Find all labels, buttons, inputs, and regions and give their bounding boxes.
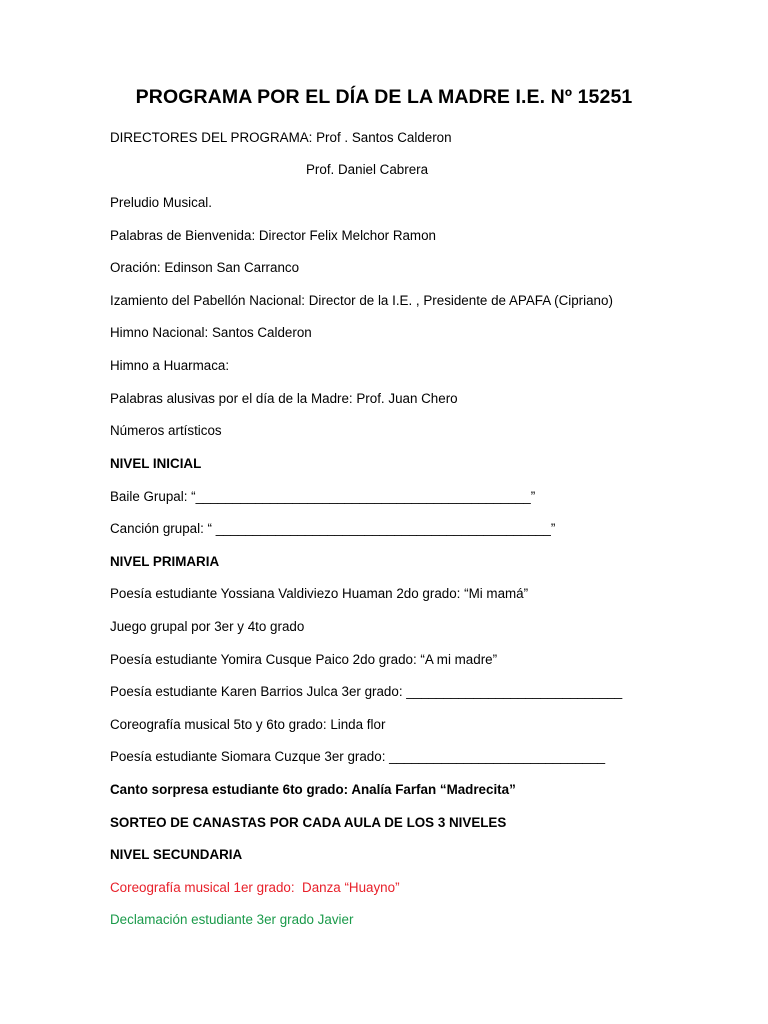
bienvenida-line: Palabras de Bienvenida: Director Felix Melchor Ramon: [110, 228, 436, 243]
himno-huarmaca-line: Himno a Huarmaca:: [110, 358, 230, 373]
canto-sorpresa-line: Canto sorpresa estudiante 6to grado: Analía Farfan “Madrecita”: [110, 782, 516, 797]
numeros-artisticos-line: Números artísticos: [110, 423, 222, 438]
coreografia-secundaria-line: Coreografía musical 1er grado: Danza “Huayno”: [110, 880, 400, 895]
oracion-line: Oración: Edinson San Carranco: [110, 260, 300, 275]
himno-nacional-line: Himno Nacional: Santos Calderon: [110, 325, 312, 340]
sorteo-canastas-line: SORTEO DE CANASTAS POR CADA AULA DE LOS 3 NIVELES: [110, 815, 507, 830]
coreografia-primaria-line: Coreografía musical 5to y 6to grado: Linda flor: [110, 717, 386, 732]
nivel-inicial-heading: NIVEL INICIAL: [110, 456, 202, 471]
nivel-primaria-heading: NIVEL PRIMARIA: [110, 554, 220, 569]
poesia-yossiana-line: Poesía estudiante Yossiana Valdiviezo Huaman 2do grado: “Mi mamá”: [110, 586, 529, 601]
poesia-siomara-line: Poesía estudiante Siomara Cuzque 3er grado: _____________________________: [110, 749, 606, 764]
cancion-grupal-line: Canción grupal: “ _____________________________________________”: [110, 521, 556, 536]
poesia-yomira-line: Poesía estudiante Yomira Cusque Paico 2do grado: “A mi madre”: [110, 652, 498, 667]
preludio-line: Preludio Musical.: [110, 195, 212, 210]
poesia-karen-line: Poesía estudiante Karen Barrios Julca 3er grado: _____________________________: [110, 684, 623, 699]
page-title: PROGRAMA POR EL DÍA DE LA MADRE I.E. Nº 15251: [135, 86, 633, 108]
palabras-madre-line: Palabras alusivas por el día de la Madre: Prof. Juan Chero: [110, 391, 458, 406]
director-secondary-line: Prof. Daniel Cabrera: [306, 162, 429, 177]
baile-grupal-line: Baile Grupal: “_____________________________________________”: [110, 489, 536, 504]
directores-line: DIRECTORES DEL PROGRAMA: Prof . Santos Calderon: [110, 130, 452, 145]
juego-grupal-line: Juego grupal por 3er y 4to grado: [110, 619, 305, 634]
izamiento-line: Izamiento del Pabellón Nacional: Director de la I.E. , Presidente de APAFA (Cipriano): [110, 293, 613, 308]
nivel-secundaria-heading: NIVEL SECUNDARIA: [110, 847, 243, 862]
declamacion-line: Declamación estudiante 3er grado Javier: [110, 912, 354, 927]
